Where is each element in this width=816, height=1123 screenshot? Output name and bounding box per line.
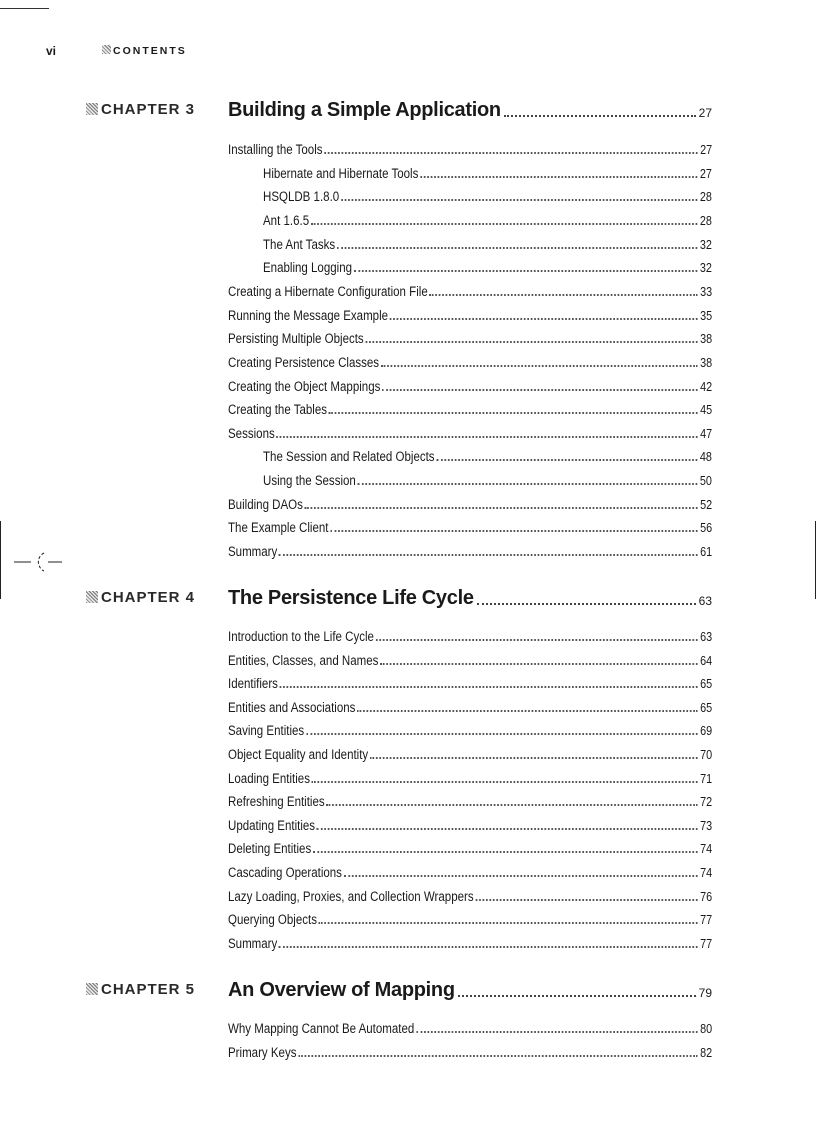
toc-entry[interactable] <box>228 816 712 833</box>
chapter-label <box>86 101 196 118</box>
chapter-page-number: 27 <box>698 106 712 120</box>
dot-leader <box>420 176 697 178</box>
dot-leader <box>279 554 698 556</box>
entry-page-number: 76 <box>700 889 713 904</box>
entry-title: Saving Entities <box>228 723 305 739</box>
running-title: CONTENTS <box>113 45 187 57</box>
toc-entry[interactable] <box>228 745 712 762</box>
dot-leader <box>381 365 698 367</box>
dot-leader <box>279 946 698 948</box>
dot-leader <box>376 639 698 641</box>
entry-page-number: 73 <box>700 818 713 833</box>
toc-entry[interactable] <box>228 140 712 157</box>
entry-page-number: 27 <box>700 143 713 157</box>
entry-page-number: 63 <box>700 630 713 644</box>
entry-title: Sessions <box>228 425 275 441</box>
entry-page-number: 74 <box>700 842 713 857</box>
hatch-mark-icon <box>86 591 98 603</box>
chapter-number: CHAPTER 3 <box>101 101 196 118</box>
dot-leader <box>475 899 697 901</box>
entry-title: Why Mapping Cannot Be Automated <box>228 1021 415 1036</box>
dot-leader <box>358 483 698 485</box>
entry-page-number: 48 <box>699 450 712 465</box>
toc-entry[interactable] <box>228 674 712 691</box>
entry-page-number: 32 <box>699 261 712 276</box>
page-number: vi <box>46 44 57 58</box>
chapter-title: An Overview of Mapping <box>228 979 455 1001</box>
entry-page-number: 27 <box>699 166 712 181</box>
dot-leader <box>354 270 698 272</box>
toc-entry[interactable] <box>228 1019 712 1036</box>
entry-page-number: 77 <box>700 936 713 951</box>
entry-page-number: 38 <box>700 355 713 370</box>
dot-leader <box>382 389 697 391</box>
dot-leader <box>337 247 697 249</box>
entry-title: Enabling Logging <box>263 260 353 276</box>
entry-page-number: 45 <box>700 403 713 418</box>
entry-title: Installing the Tools <box>228 142 323 157</box>
dot-leader <box>276 436 697 438</box>
entry-page-number: 35 <box>700 308 713 323</box>
entry-title: The Example Client <box>228 520 329 536</box>
dot-leader <box>380 663 697 665</box>
crop-mark-left <box>0 521 1 599</box>
dot-leader <box>458 995 696 997</box>
entry-title: Deleting Entities <box>228 841 312 857</box>
entry-title: Building DAOs <box>228 496 303 512</box>
toc-entry[interactable] <box>228 792 712 809</box>
toc-subentry[interactable] <box>263 447 712 464</box>
dot-leader <box>313 851 698 853</box>
entry-title: Refreshing Entities <box>228 794 325 810</box>
entry-title: Introduction to the Life Cycle <box>228 629 374 644</box>
chapter-label <box>86 981 196 998</box>
entry-page-number: 82 <box>700 1045 713 1060</box>
dot-leader <box>324 152 697 154</box>
dot-leader <box>390 318 698 320</box>
dot-leader <box>365 341 697 343</box>
toc-entry[interactable] <box>228 495 712 512</box>
dot-leader <box>319 922 698 924</box>
entry-title: Running the Message Example <box>228 307 389 323</box>
chapter-number: CHAPTER 4 <box>101 589 196 606</box>
toc-entry[interactable] <box>228 282 712 299</box>
toc-entry[interactable] <box>228 863 712 880</box>
entry-page-number: 28 <box>699 213 712 228</box>
chapter-label <box>86 589 196 606</box>
entry-page-number: 52 <box>700 497 713 512</box>
toc-entry[interactable] <box>228 721 712 738</box>
entry-title: Creating Persistence Classes <box>228 354 380 370</box>
entry-page-number: 33 <box>700 284 713 299</box>
hatch-mark-icon <box>102 45 111 54</box>
hatch-mark-icon <box>86 983 98 995</box>
toc-entry[interactable] <box>228 424 712 441</box>
entry-page-number: 38 <box>700 332 713 347</box>
entry-title: The Ant Tasks <box>263 236 336 252</box>
dot-leader <box>504 115 696 117</box>
top-rule <box>0 8 49 9</box>
entry-title: Creating the Object Mappings <box>228 378 381 394</box>
chapter-page-number: 79 <box>698 986 712 1000</box>
entry-page-number: 61 <box>700 545 713 560</box>
toc-entry[interactable] <box>228 542 712 559</box>
toc-entry[interactable] <box>228 1043 712 1060</box>
entry-title: Cascading Operations <box>228 865 342 880</box>
entry-page-number: 42 <box>700 379 713 394</box>
entry-title: Entities and Associations <box>228 699 356 715</box>
entry-page-number: 28 <box>699 190 712 205</box>
chapter-title-row[interactable] <box>228 976 712 1002</box>
dot-leader <box>477 603 696 605</box>
entry-page-number: 72 <box>700 795 713 810</box>
entry-page-number: 47 <box>700 426 713 441</box>
hatch-mark-icon <box>86 103 98 115</box>
entry-title: Updating Entities <box>228 817 316 833</box>
entry-page-number: 74 <box>700 866 713 880</box>
chapter-number: CHAPTER 5 <box>101 981 196 998</box>
dot-leader <box>298 1055 697 1057</box>
toc-subentry[interactable] <box>263 258 712 275</box>
entry-page-number: 71 <box>700 771 713 786</box>
entry-title: Hibernate and Hibernate Tools <box>263 165 419 181</box>
entry-page-number: 70 <box>700 748 713 762</box>
toc-entry[interactable] <box>228 627 712 644</box>
entry-title: Persisting Multiple Objects <box>228 331 364 347</box>
entry-title: Primary Keys <box>228 1044 297 1060</box>
toc-entry[interactable] <box>228 910 712 927</box>
toc-subentry[interactable] <box>263 211 712 228</box>
toc-entry[interactable] <box>228 329 712 346</box>
dot-leader <box>341 199 697 201</box>
dot-leader <box>317 828 698 830</box>
entry-page-number: 80 <box>700 1022 713 1036</box>
entry-page-number: 50 <box>699 474 712 489</box>
toc-entry[interactable] <box>228 518 712 535</box>
toc-entry[interactable] <box>228 377 712 394</box>
entry-title: Lazy Loading, Proxies, and Collection Wrappers <box>228 888 474 904</box>
entry-title: The Session and Related Objects <box>263 449 435 465</box>
toc-subentry[interactable] <box>263 471 712 488</box>
entry-title: Ant 1.6.5 <box>263 212 310 228</box>
toc-entry[interactable] <box>228 887 712 904</box>
toc-subentry[interactable] <box>263 187 712 204</box>
toc-subentry[interactable] <box>263 164 712 181</box>
toc-entry[interactable] <box>228 400 712 417</box>
dot-leader <box>305 507 698 509</box>
registration-mark-icon <box>14 548 62 576</box>
entry-title: Object Equality and Identity <box>228 747 369 762</box>
dot-leader <box>306 733 698 735</box>
entry-title: Querying Objects <box>228 912 317 928</box>
chapter-title: Building a Simple Application <box>228 99 501 121</box>
toc-entry[interactable] <box>228 306 712 323</box>
dot-leader <box>357 710 697 712</box>
entry-title: Using the Session <box>263 473 356 489</box>
entry-page-number: 65 <box>700 700 713 715</box>
entry-title: Summary <box>228 544 278 560</box>
entry-page-number: 32 <box>699 237 712 252</box>
toc-entry[interactable] <box>228 651 712 668</box>
entry-title: Identifiers <box>228 676 278 692</box>
dot-leader <box>330 530 697 532</box>
dot-leader <box>436 459 697 461</box>
entry-title: Creating the Tables <box>228 402 328 418</box>
dot-leader <box>416 1031 698 1033</box>
entry-title: HSQLDB 1.8.0 <box>263 189 340 205</box>
chapter-title: The Persistence Life Cycle <box>228 587 474 609</box>
dot-leader <box>280 686 698 688</box>
toc-entry[interactable] <box>228 698 712 715</box>
dot-leader <box>329 412 698 414</box>
dot-leader <box>429 294 697 296</box>
entry-page-number: 77 <box>700 913 713 928</box>
entry-title: Creating a Hibernate Configuration File <box>228 283 428 299</box>
entry-page-number: 56 <box>700 521 713 536</box>
entry-title: Loading Entities <box>228 770 310 786</box>
dot-leader <box>370 757 698 759</box>
dot-leader <box>312 781 698 783</box>
entry-page-number: 64 <box>700 653 713 668</box>
chapter-title-row[interactable] <box>228 584 712 610</box>
entry-title: Entities, Classes, and Names <box>228 652 379 668</box>
chapter-title-row[interactable] <box>228 96 712 122</box>
toc-entry[interactable] <box>228 353 712 370</box>
entry-page-number: 65 <box>700 677 713 692</box>
dot-leader <box>344 875 698 877</box>
toc-entry[interactable] <box>228 839 712 856</box>
entry-title: Summary <box>228 935 278 951</box>
toc-entry[interactable] <box>228 769 712 786</box>
entry-page-number: 69 <box>700 724 713 739</box>
toc-entry[interactable] <box>228 934 712 951</box>
dot-leader <box>326 804 697 806</box>
dot-leader <box>311 223 697 225</box>
chapter-page-number: 63 <box>698 594 712 608</box>
toc-subentry[interactable] <box>263 235 712 252</box>
